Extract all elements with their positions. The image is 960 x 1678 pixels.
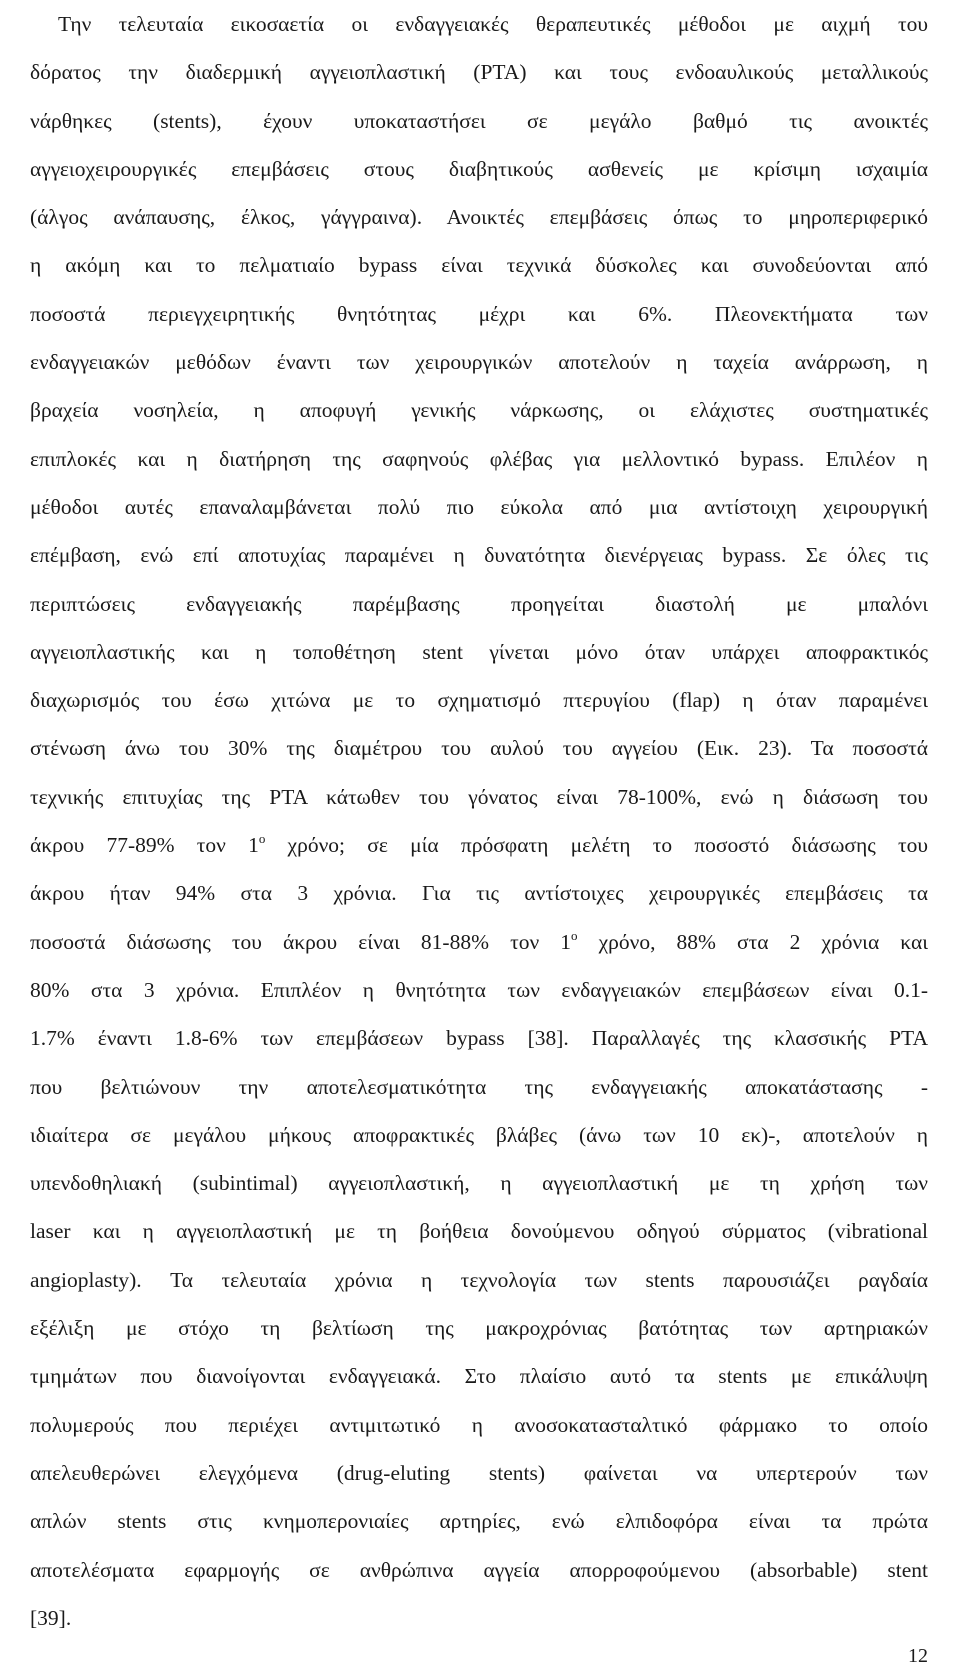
- text-line: στένωση άνω του 30% της διαμέτρου του αυλού του αγγείου (Εικ. 23). Τα ποσοστά: [30, 736, 928, 761]
- body-paragraph: [30, 0, 928, 1642]
- text-line: πολυμερούς που περιέχει αντιμιτωτικό η ανοσοκατασταλτικό φάρμακο το οποίο: [30, 1412, 928, 1437]
- text-fragment: χρόνο, 88% στα 2 χρόνια και: [577, 929, 929, 954]
- text-line: ιδιαίτερα σε μεγάλου μήκους αποφρακτικές βλάβες (άνω των 10 εκ)-, αποτελούν η: [30, 1122, 928, 1147]
- text-line: laser και η αγγειοπλαστική με τη βοήθεια δονούμενου οδηγού σύρματος (vibrational: [30, 1219, 928, 1244]
- text-line: angioplasty). Τα τελευταία χρόνια η τεχνολογία των stents παρουσιάζει ραγδαία: [30, 1267, 928, 1292]
- page-number: 12: [908, 1645, 928, 1667]
- text-line: [39].: [30, 1605, 72, 1630]
- text-line: Την τελευταία εικοσαετία οι ενδαγγειακές θεραπευτικές μέθοδοι με αιχμή του: [58, 12, 928, 36]
- text-line: νάρθηκες (stents), έχουν υποκαταστήσει σε μεγάλο βαθμό τις ανοικτές: [30, 108, 928, 133]
- text-line: (άλγος ανάπαυσης, έλκος, γάγγραινα). Ανοικτές επεμβάσεις όπως το μηροπεριφερικό: [30, 205, 928, 230]
- text-line: που βελτιώνουν την αποτελεσματικότητα της ενδαγγειακής αποκατάστασης -: [30, 1074, 928, 1099]
- text-fragment: άκρου 77-89% τον 1: [30, 833, 259, 858]
- text-line: 80% στα 3 χρόνια. Επιπλέον η θνητότητα των ενδαγγειακών επεμβάσεων είναι 0.1-: [30, 977, 928, 1002]
- text-line: άκρου ήταν 94% στα 3 χρόνια. Για τις αντίστοιχες χειρουργικές επεμβάσεις τα: [30, 881, 928, 906]
- text-fragment: ποσοστά διάσωσης του άκρου είναι 81-88% τον 1: [30, 929, 572, 954]
- text-line: ενδαγγειακών μεθόδων έναντι των χειρουργικών αποτελούν η ταχεία ανάρρωση, η: [30, 350, 928, 375]
- text-line: ποσοστά περιεγχειρητικής θνητότητας μέχρι και 6%. Πλεονεκτήματα των: [30, 301, 928, 326]
- text-line: απελευθερώνει ελεγχόμενα (drug-eluting stents) φαίνεται να υπερτερούν των: [30, 1460, 928, 1485]
- text-fragment: χρόνο; σε μία πρόσφατη μελέτη το ποσοστό διάσωσης του: [265, 833, 928, 858]
- superscript-ordinal: ο: [258, 831, 266, 847]
- text-line: διαχωρισμός του έσω χιτώνα με το σχηματισμό πτερυγίου (flap) η όταν παραμένει: [30, 688, 928, 713]
- text-line: 1.7% έναντι 1.8-6% των επεμβάσεων bypass [38]. Παραλλαγές της κλασσικής PTA: [30, 1026, 928, 1051]
- text-line: αγγειοπλαστικής και η τοποθέτηση stent γίνεται μόνο όταν υπάρχει αποφρακτικός: [30, 639, 928, 664]
- text-line: επιπλοκές και η διατήρηση της σαφηνούς φλέβας για μελλοντικό bypass. Επιλέον η: [30, 446, 928, 471]
- text-line: περιπτώσεις ενδαγγειακής παρέμβασης προηγείται διαστολή με μπαλόνι: [30, 591, 928, 616]
- text-line: μέθοδοι αυτές επαναλαμβάνεται πολύ πιο εύκολα από μια αντίστοιχη χειρουργική: [30, 494, 928, 519]
- text-line: υπενδοθηλιακή (subintimal) αγγειοπλαστική, η αγγειοπλαστική με τη χρήση των: [30, 1171, 928, 1196]
- text-line: αποτελέσματα εφαρμογής σε ανθρώπινα αγγεία απορροφούμενου (absorbable) stent: [30, 1557, 928, 1582]
- text-line: τεχνικής επιτυχίας της PTA κάτωθεν του γόνατος είναι 78-100%, ενώ η διάσωση του: [30, 784, 928, 809]
- text-line: εξέλιξη με στόχο τη βελτίωση της μακροχρόνιας βατότητας των αρτηριακών: [30, 1316, 928, 1341]
- text-line: βραχεία νοσηλεία, η αποφυγή γενικής νάρκωσης, οι ελάχιστες συστηματικές: [30, 398, 928, 423]
- superscript-ordinal: ο: [571, 927, 578, 943]
- text-line: τμημάτων που διανοίγονται ενδαγγειακά. Στο πλαίσιο αυτό τα stents με επικάλυψη: [30, 1364, 928, 1389]
- text-line: επέμβαση, ενώ επί αποτυχίας παραμένει η δυνατότητα διενέργειας bypass. Σε όλες τις: [30, 543, 928, 568]
- text-line-with-superscript: [30, 918, 928, 966]
- text-line: δόρατος την διαδερμική αγγειοπλαστική (PTA) και τους ενδοαυλικούς μεταλλικούς: [30, 60, 928, 85]
- text-line: απλών stents στις κνημοπερονιαίες αρτηρίες, ενώ ελπιδοφόρα είναι τα πρώτα: [30, 1509, 928, 1534]
- text-line: η ακόμη και το πελματιαίο bypass είναι τεχνικά δύσκολες και συνοδεύονται από: [30, 253, 928, 278]
- text-line: αγγειοχειρουργικές επεμβάσεις στους διαβητικούς ασθενείς με κρίσιμη ισχαιμία: [30, 156, 928, 181]
- text-line-with-superscript: [30, 821, 928, 869]
